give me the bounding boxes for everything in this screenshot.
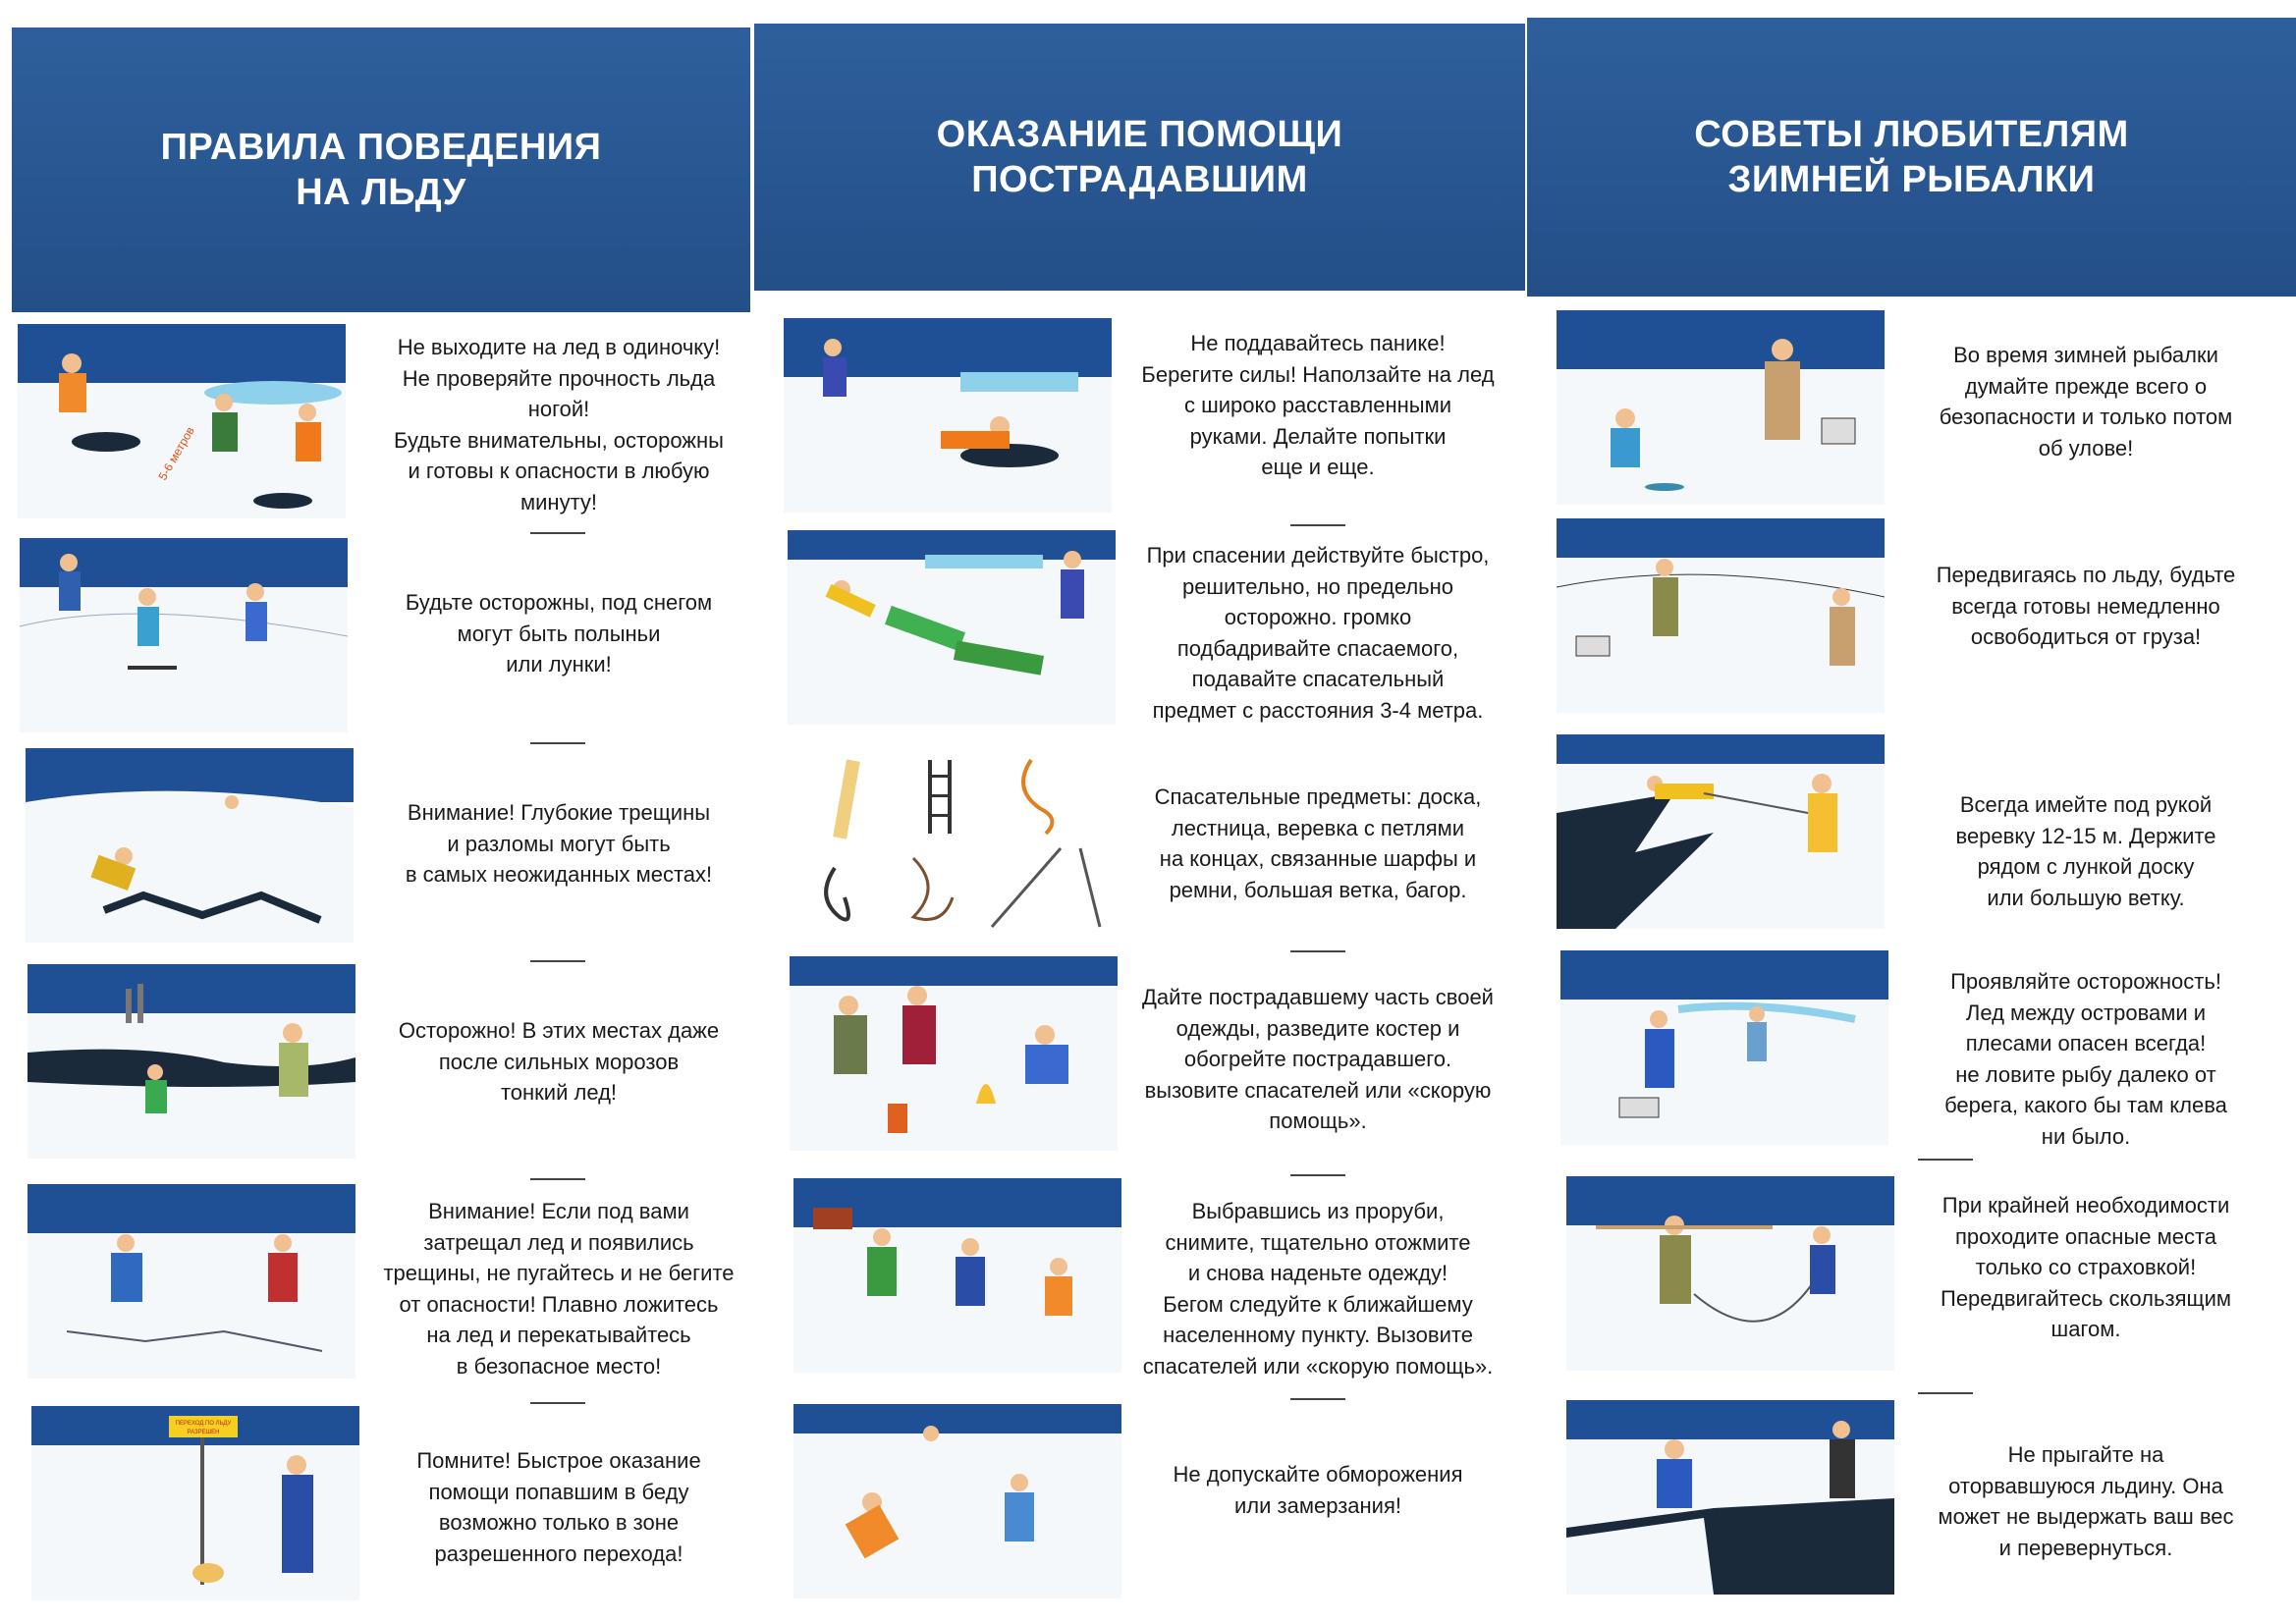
rule-text: Осторожно! В этих местах даже после сильных морозов тонкий лед! <box>398 1018 720 1105</box>
aid-text: Выбравшись из проруби, снимите, тщательно отожмите и снова наденьте одежду! Бегом следуйте к ближайшему населенному пункту. Вызовите спасателей или «скорую помощь». <box>1142 1199 1494 1379</box>
separator <box>1918 1159 1973 1161</box>
column-title: СОВЕТЫ ЛЮБИТЕЛЯМ ЗИМНЕЙ РЫБАЛКИ <box>1694 114 2129 200</box>
rule-text: Не выходите на лед в одиночку! Не проверяйте прочность льда ногой! Будьте внимательны, осторожны и готовы к опасности в любую минуту! <box>393 335 724 514</box>
tip-text: Передвигаясь по льду, будьте всегда готовы немедленно освободиться от груза! <box>1936 563 2236 649</box>
svg-text:РАЗРЕШЕН: РАЗРЕШЕН <box>187 1430 220 1435</box>
column-title: ОКАЗАНИЕ ПОМОЩИ ПОСТРАДАВШИМ <box>936 114 1343 200</box>
illustration-person-crawling-on-ice <box>784 318 1112 513</box>
separator <box>1918 1392 1973 1394</box>
separator <box>530 532 585 534</box>
separator <box>530 1402 585 1404</box>
separator <box>530 960 585 962</box>
illustration-skaters <box>793 1404 1121 1598</box>
aid-text: При спасении действуйте быстро, решительно, но предельно осторожно. громко подбадривайте спасаемого, подавайте спасательный предмет с расстояния 3-4 метра. <box>1146 543 1490 723</box>
rule-text: Внимание! Глубокие трещины и разломы могут быть в самых неожиданных местах! <box>405 800 713 887</box>
illustration-running-to-village <box>793 1178 1121 1373</box>
column-header <box>754 24 1525 291</box>
illustration-cracking-ice <box>27 1184 355 1379</box>
separator <box>530 1178 585 1180</box>
illustration-rope-rescue <box>1557 734 1885 929</box>
illustration-rescue-chain <box>788 530 1116 725</box>
separator <box>530 742 585 744</box>
rule-text: Будьте осторожны, под снегом могут быть полыньи или лунки! <box>405 590 713 676</box>
distance-label: 5-6 метров <box>155 424 197 483</box>
illustration-permitted-crossing <box>31 1406 359 1600</box>
tip-text: Во время зимней рыбалки думайте прежде всего о безопасности и только потом об улове! <box>1939 343 2233 460</box>
illustration-insurance-rope <box>1566 1176 1894 1371</box>
separator <box>1290 1398 1345 1400</box>
column-winter-fishing-tips <box>1527 0 2296 1623</box>
column-header <box>1527 18 2296 297</box>
rule-text: Внимание! Если под вами затрещал лед и появились трещины, не пугайтесь и не бегите от опасности! Плавно ложитесь на лед и перекатывайтесь в безопасное место! <box>383 1199 735 1379</box>
aid-text: Не поддавайтесь панике! Берегите силы! Наползайте на лед с широко расставленными руками. Делайте попытки еще и еще. <box>1141 331 1495 479</box>
illustration-thin-ice-near-factory <box>27 964 355 1159</box>
illustration-islands-and-ice <box>1560 950 1888 1145</box>
separator <box>1290 1174 1345 1176</box>
illustration-rescue-items <box>786 750 1114 945</box>
illustration-kids-walking-on-ice <box>18 324 346 518</box>
separator <box>1290 950 1345 952</box>
column-first-aid <box>754 0 1525 1623</box>
aid-text: Спасательные предметы: доска, лестница, веревка с петлями на концах, связанные шарфы и ремни, большая ветка, багор. <box>1154 784 1482 902</box>
illustration-ice-fishing <box>1557 310 1885 505</box>
column-header <box>12 27 750 312</box>
column-rules-on-ice <box>12 0 750 1623</box>
illustration-jumping-ice-floe <box>1566 1400 1894 1595</box>
illustration-kids-skiing-and-hockey <box>20 538 348 732</box>
illustration-carrying-load <box>1557 518 1885 713</box>
tip-text: Не прыгайте на оторвавшуюся льдину. Она может не выдержать ваш вес и перевернуться. <box>1938 1442 2234 1560</box>
rule-text: Помните! Быстрое оказание помощи попавшим в беду возможно только в зоне разрешенного перехода! <box>416 1448 701 1566</box>
aid-text: Дайте пострадавшему часть своей одежды, разведите костер и обогрейте пострадавшего. вызовите спасателей или «скорую помощь». <box>1142 985 1494 1133</box>
illustration-warming-by-fire <box>790 956 1118 1151</box>
tip-text: Проявляйте осторожность! Лед между островами и плесами опасен всегда! не ловите рыбу далеко от берега, какого бы там клева ни было. <box>1944 969 2227 1149</box>
crossing-sign-label: ПЕРЕХОД ПО ЛЬДУ <box>175 1421 232 1427</box>
column-title: ПРАВИЛА ПОВЕДЕНИЯ НА ЛЬДУ <box>160 127 602 213</box>
separator <box>1290 524 1345 526</box>
tip-text: При крайней необходимости проходите опасные места только со страховкой! Передвигайтесь скользящим шагом. <box>1941 1193 2231 1341</box>
tip-text: Всегда имейте под рукой веревку 12-15 м. Держите рядом с лункой доску или большую ветку. <box>1955 792 2216 910</box>
aid-text: Не допускайте обморожения или замерзания! <box>1173 1462 1463 1518</box>
illustration-ice-cracks <box>26 748 354 943</box>
